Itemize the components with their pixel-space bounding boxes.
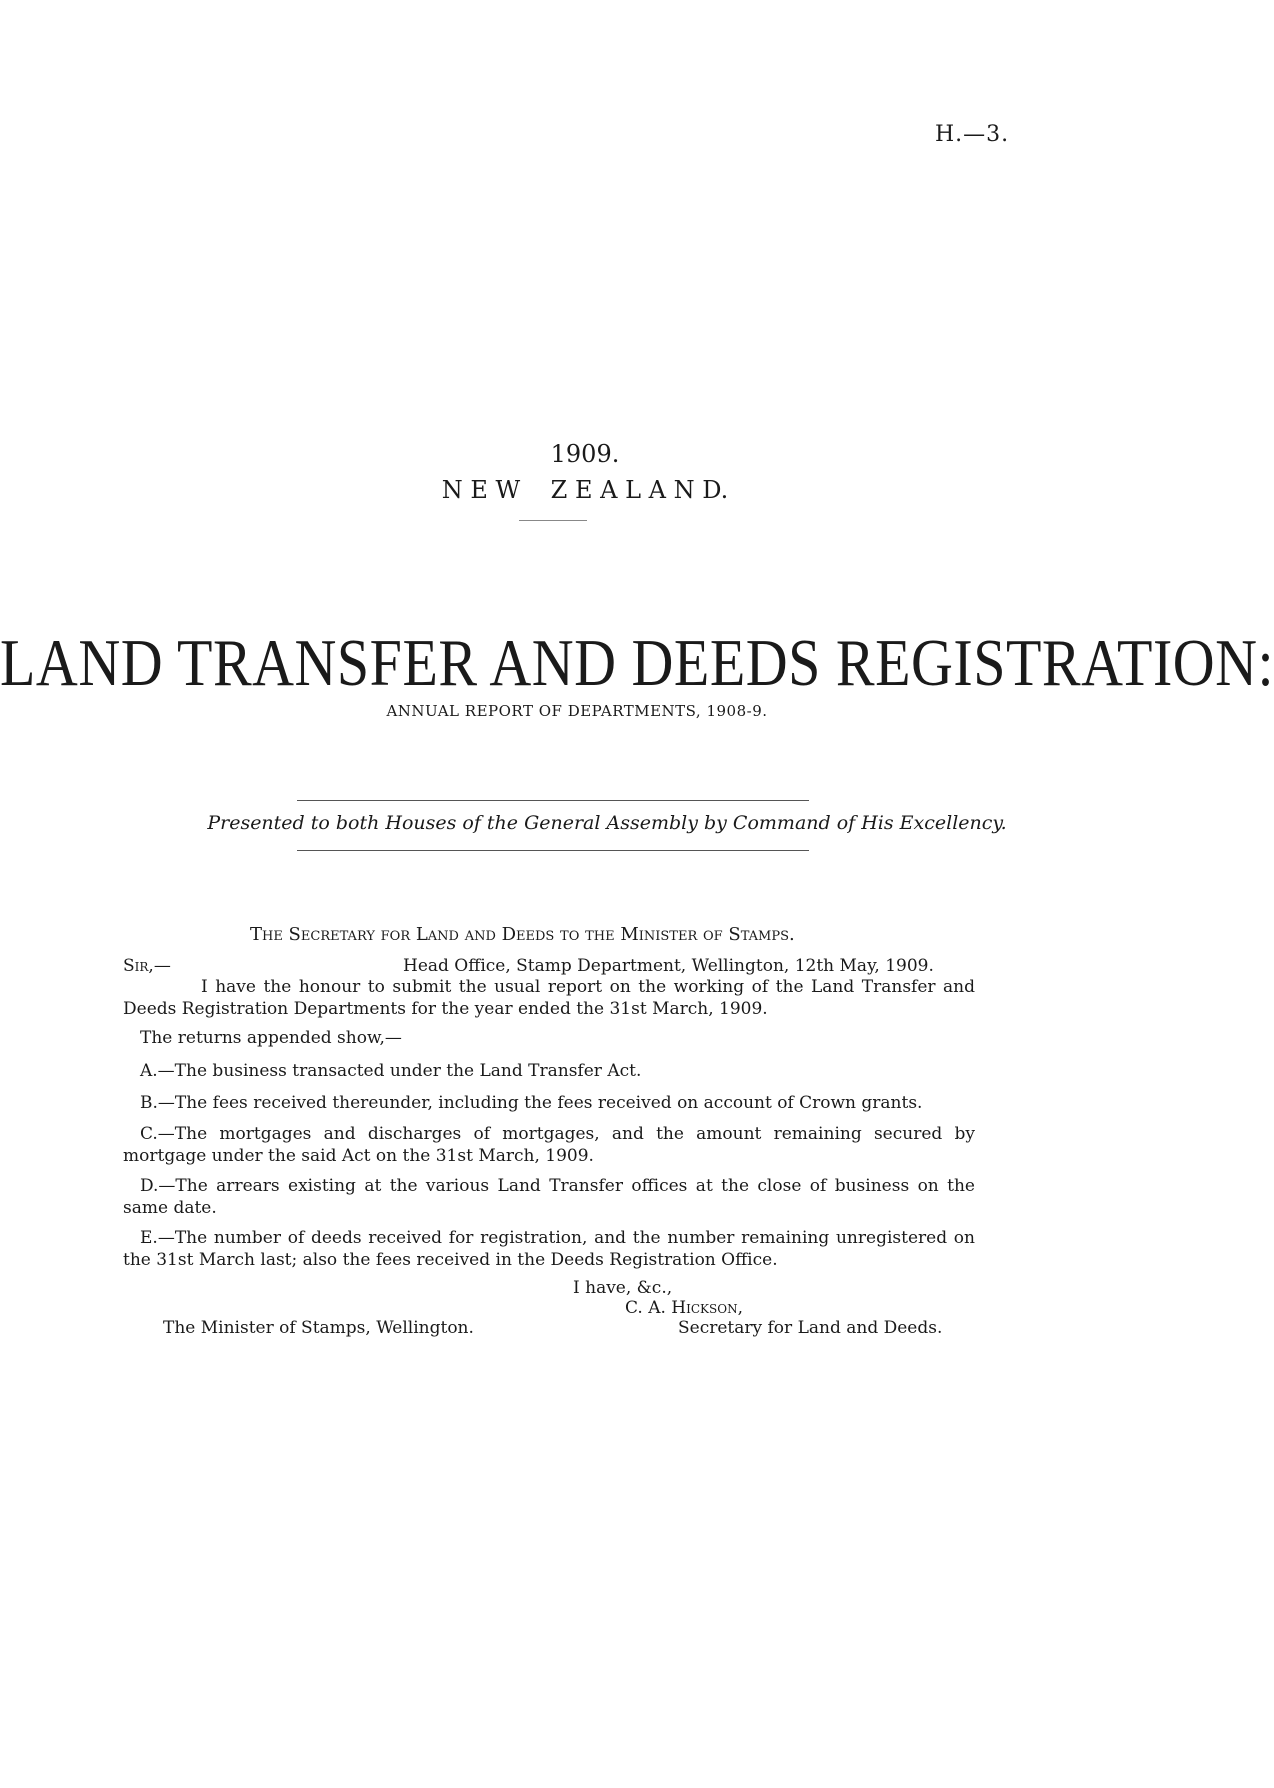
letter-heading: The Secretary for Land and Deeds to the Minister of Stamps. [250, 924, 795, 945]
signatory: C. A. Hickson, [625, 1298, 743, 1318]
main-title: LAND TRANSFER AND DEEDS REGISTRATION: [0, 625, 1274, 701]
dateline: Head Office, Stamp Department, Wellington, 12th May, 1909. [403, 956, 934, 976]
intro-paragraph: I have the honour to submit the usual report on the working of the Land Transfer and Deeds Registration Departments for the year ended the 31st March, 1909. [123, 977, 975, 1019]
divider-short [519, 520, 587, 521]
list-item-c: C.—The mortgages and discharges of mortgages, and the amount remaining secured by mortgage under the said Act on the 31st March, 1909. [123, 1124, 975, 1166]
list-item-b: B.—The fees received thereunder, including the fees received on account of Crown grants. [140, 1093, 923, 1113]
presented-line: Presented to both Houses of the General Assembly by Command of His Excellency. [207, 812, 1007, 834]
list-item-a: A.—The business transacted under the Land Transfer Act. [140, 1061, 642, 1081]
year: 1909. [550, 440, 620, 468]
divider-top [297, 800, 809, 801]
divider-bottom [297, 850, 809, 851]
page-ref: H.—3. [935, 122, 1010, 147]
closing: I have, &c., [573, 1278, 673, 1298]
signatory-title: Secretary for Land and Deeds. [678, 1318, 943, 1338]
list-item-e: E.—The number of deeds received for registration, and the number remaining unregistered on the 31st March last; also the fees received in the Deeds Registration Office. [123, 1228, 975, 1270]
addressee: The Minister of Stamps, Wellington. [163, 1318, 474, 1338]
subtitle: ANNUAL REPORT OF DEPARTMENTS, 1908-9. [386, 702, 768, 720]
country-name: N E W Z E A L A N D. [441, 476, 729, 504]
salutation: Sir,— [123, 956, 171, 976]
list-item-d: D.—The arrears existing at the various Land Transfer offices at the close of business on the same date. [123, 1176, 975, 1218]
returns-intro: The returns appended show,— [140, 1028, 402, 1048]
